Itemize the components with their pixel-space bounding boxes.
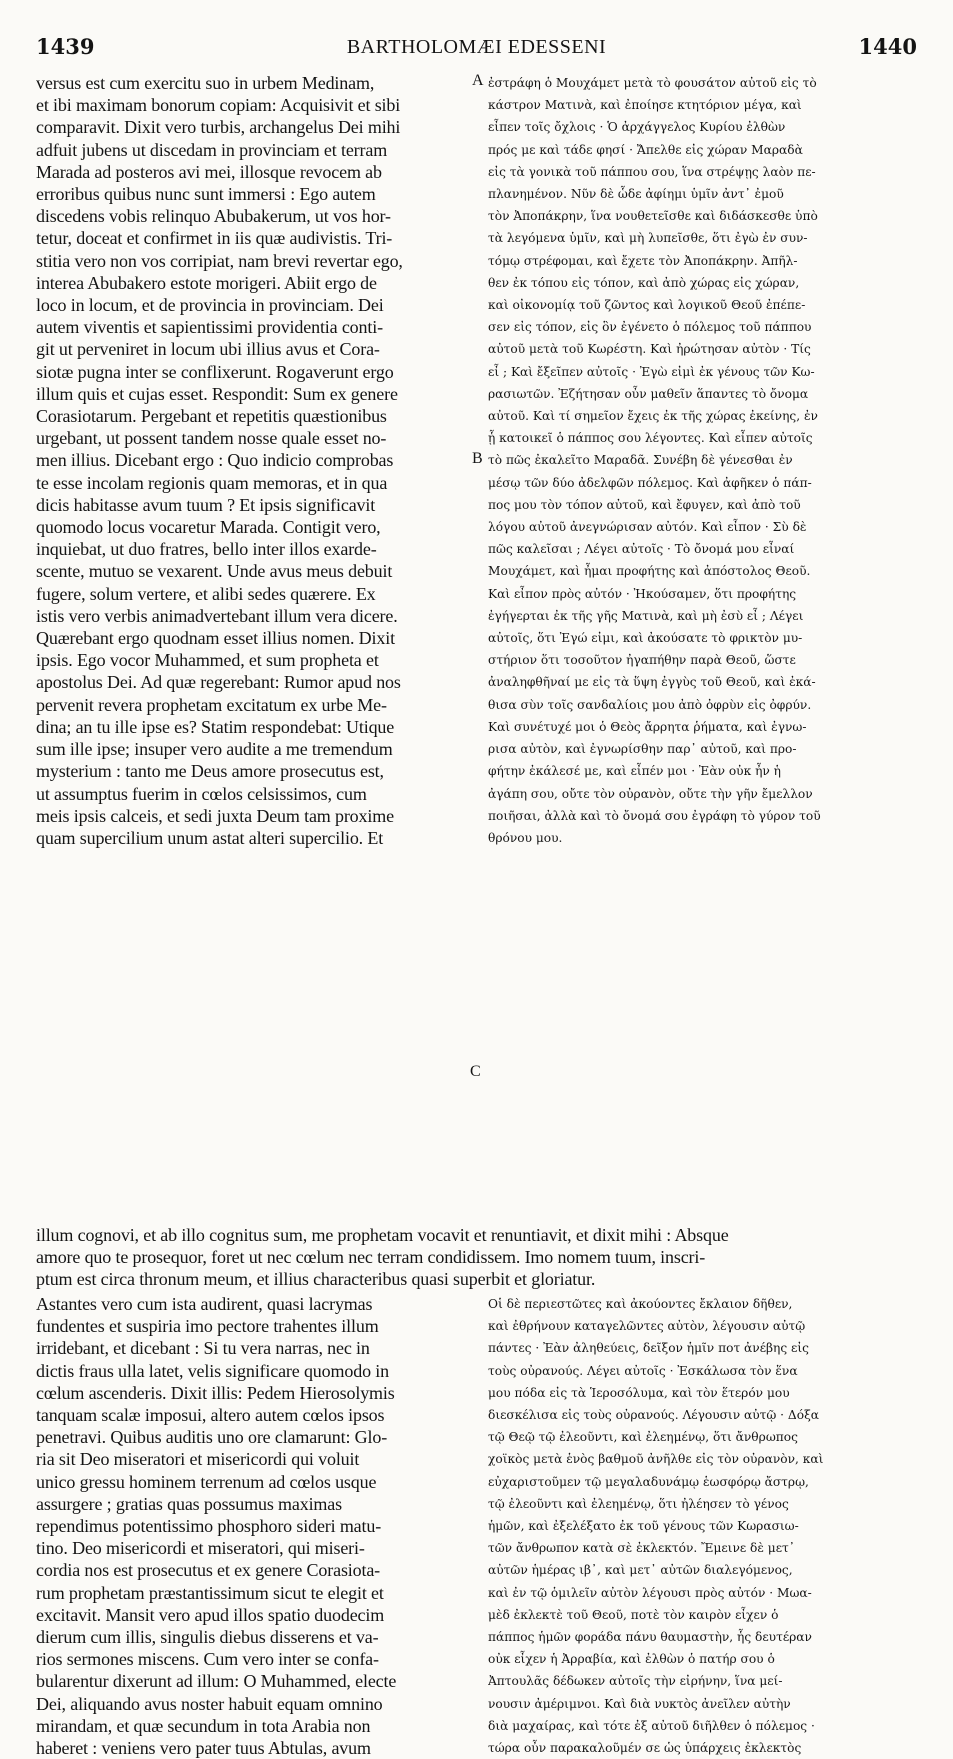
latin-line: irridebant, et dicebant : Si tu vera narras, nec in bbox=[36, 1338, 370, 1359]
greek-line: αὐτοῦ μετὰ τοῦ Κωρέστη. Καὶ ἠρώτησαν αὐτὸν · Τίς bbox=[488, 342, 811, 357]
latin-line: Quærebant ergo quodnam esset illius nomen. Dixit bbox=[36, 628, 395, 649]
latin-line: quomodo locus vocaretur Marada. Contigit vero, bbox=[36, 517, 381, 538]
greek-column-top bbox=[488, 72, 918, 849]
latin-line: ipsis. Ego vocor Muhammed, et sum propheta et bbox=[36, 650, 379, 671]
latin-line: illum quis et cujas esset. Respondit: Sum ex genere bbox=[36, 383, 398, 404]
greek-line: μέσῳ τῶν δύο ἀδελφῶν πόλεμος. Καὶ ἀφῆκεν ὁ πάπ- bbox=[488, 475, 812, 490]
greek-line: τὸ πῶς ἐκαλεῖτο Μαραδᾶ. Συνέβη δὲ γένεσθαι ἐν bbox=[488, 453, 793, 468]
greek-line: Μουχάμετ, καὶ ἦμαι προφήτης καὶ ἀπόστολος Θεοῦ. bbox=[488, 564, 811, 579]
latin-line: meis ipsis calceis, et sedi juxta Deum tam proxime bbox=[36, 805, 394, 826]
greek-line: Καὶ εἶπον πρὸς αὐτόν · Ἠκούσαμεν, ὅτι προφήτης bbox=[488, 586, 797, 601]
latin-line: versus est cum exercitu suo in urbem Medinam, bbox=[36, 73, 375, 93]
latin-line: git ut perveniret in locum ubi illius avus et Cora- bbox=[36, 339, 380, 360]
latin-line: et ibi maximam bonorum copiam: Acquisivit et sibi bbox=[36, 95, 401, 116]
greek-line: τὰ λεγόμενα ὑμῖν, καὶ μὴ λυπεῖσθε, ὅτι ἐγὼ ἐν συν- bbox=[488, 231, 808, 246]
latin-line: inquiebat, ut duo fratres, bello inter illos exarde- bbox=[36, 539, 377, 560]
greek-line: πλανημένον. Νῦν δὲ ὧδε ἀφίημι ὑμῖν ἀντ᾽ ἐμοῦ bbox=[488, 187, 784, 202]
greek-line: ἀγάπη σου, οὔτε τὸν οὐρανὸν, οὔτε τὴν γῆν ἔμελλον bbox=[488, 786, 813, 801]
greek-line: Καὶ συνέτυχέ μοι ὁ Θεὸς ἄρρητα ῥήματα, καὶ ἐγνω- bbox=[488, 719, 807, 734]
latin-line: dicis habitasse avum tuum ? Et ipsis significavit bbox=[36, 494, 376, 515]
latin-line: assurgere ; gratias quas possumus maximas bbox=[36, 1493, 342, 1514]
greek-line: τῶν ἄνθρωπον κατὰ σὲ ἐκλεκτόν. Ἔμεινε δὲ μετ᾽ bbox=[488, 1541, 795, 1556]
latin-line: rios sermones miscens. Cum vero inter se confa- bbox=[36, 1649, 379, 1670]
latin-full-width-passage bbox=[36, 1224, 917, 1291]
greek-line: θισα σὺν τοῖς σανδαλίοις μου ἀπὸ ὀφρὺν εἰς ὀφρύν. bbox=[488, 697, 812, 712]
greek-line: πρός με καὶ τάδε φησί · Ἄπελθε εἰς χώραν Μαραδὰ bbox=[488, 142, 803, 157]
greek-line: φήτην ἐκάλεσέ με, καὶ εἶπέν μοι · Ἐὰν οὐκ ἦν ἡ bbox=[488, 764, 781, 779]
latin-line: bularentur dixerunt ad illum: O Muhammed, electe bbox=[36, 1671, 397, 1692]
latin-line: men illius. Dicebant ergo : Quo indicio comprobas bbox=[36, 450, 394, 471]
latin-line: Corasiotarum. Pergebant et repetitis quæstionibus bbox=[36, 406, 387, 427]
latin-line: ut assumptus fuerim in cœlos celsissimos, cum bbox=[36, 783, 367, 804]
latin-line: mirandam, et quæ secundum in tota Arabia non bbox=[36, 1715, 371, 1736]
greek-line: εἰς τὰ γονικὰ τοῦ πάππου σου, ἵνα στρέψῃς λαὸν πε- bbox=[488, 164, 816, 179]
latin-line: fundentes et suspiria imo pectore trahentes illum bbox=[36, 1316, 379, 1337]
page-number-left: 1439 bbox=[36, 34, 95, 59]
latin-line: discedens vobis relinquo Abubakerum, ut vos hor- bbox=[36, 206, 391, 227]
greek-line: ᾗ κατοικεῖ ὁ πάππος σου λέγοντες. Καὶ εἶπεν αὐτοῖς bbox=[488, 431, 813, 446]
greek-line: θρόνου μου. bbox=[488, 830, 563, 845]
latin-line: adfuit jubens ut discedam in provinciam et terram bbox=[36, 139, 388, 160]
latin-line: penetravi. Quibus auditis uno ore clamarunt: Glo- bbox=[36, 1427, 388, 1448]
greek-line: μου πόδα εἰς τὰ Ἱεροσόλυμα, καὶ τὸν ἕτερόν μου bbox=[488, 1385, 790, 1400]
greek-line: ἡμῶν, καὶ ἐξελέξατο ἐκ τοῦ γένους τῶν Κωρασιω- bbox=[488, 1519, 799, 1534]
latin-line: urgebant, ut possent tandem nosse quale esset no- bbox=[36, 428, 387, 449]
margin-letter-a: A bbox=[472, 72, 484, 89]
latin-line: Astantes vero cum ista audirent, quasi lacrymas bbox=[36, 1294, 373, 1314]
greek-line: αὐτῶν ἡμέρας ιβ᾽, καὶ μετ᾽ αὐτῶν διαλεγόμενος, bbox=[488, 1563, 793, 1578]
greek-line: Οἱ δὲ περιεστῶτες καὶ ἀκούοντες ἔκλαιον δῆθεν, bbox=[488, 1297, 793, 1311]
greek-line: εἶπεν τοῖς ὄχλοις · Ὁ ἀρχάγγελος Κυρίου ἐλθὼν bbox=[488, 120, 786, 135]
greek-line: ἐστράφη ὁ Μουχάμετ μετὰ τὸ φουσάτον αὐτοῦ εἰς τὸ bbox=[488, 76, 817, 90]
greek-line: αὐτοῖς, ὅτι Ἐγώ εἰμι, καὶ ἀκούσατε τὸ φρικτὸν μυ- bbox=[488, 631, 803, 646]
greek-line: αὐτοῦ. Καὶ τί σημεῖον ἔχεις ἐκ τῆς χώρας ἐκείνης, ἐν bbox=[488, 409, 818, 424]
greek-line: ποιῆσαι, ἀλλὰ καὶ τὸ ὄνομά σου ἐγράφη τὸ γύρον τοῦ bbox=[488, 808, 821, 823]
latin-line: tetur, doceat et confirmet in iis quæ audivistis. Tri- bbox=[36, 228, 393, 249]
latin-line: Marada ad posteros avi mei, illosque revocem ab bbox=[36, 161, 382, 182]
latin-line: excitavit. Mansit vero apud illos spatio duodecim bbox=[36, 1604, 385, 1625]
greek-line: τῷ ἐλεοῦντι καὶ ἐλεημένῳ, ὅτι ἠλέησεν τὸ γένος bbox=[488, 1496, 789, 1511]
greek-line: διεσκέλισα εἰς τοὺς οὐρανούς. Λέγουσιν αὐτῷ · Δόξα bbox=[488, 1408, 820, 1423]
greek-line: πῶς καλεῖσαι ; Λέγει αὐτοῖς · Τὸ ὄνομά μου εἶναί bbox=[488, 542, 795, 557]
page-header bbox=[36, 34, 917, 64]
latin-line: cordia nos est prosecutus et ex genere Corasiota- bbox=[36, 1560, 381, 1581]
latin-line: interea Abubakero estote morigeri. Abiit ergo de bbox=[36, 272, 377, 293]
latin-line: tino. Deo misericordi et miseratori, qui miseri- bbox=[36, 1538, 365, 1559]
latin-column-bottom bbox=[36, 1293, 470, 1759]
greek-line: ρασιωτῶν. Ἐζήτησαν οὖν μαθεῖν ἅπαντες τὸ ὄνομα bbox=[488, 386, 809, 401]
greek-line: λόγου αὐτοῦ ἀνεγνώρισαν αὐτόν. Καὶ εἶπον · Σὺ δὲ bbox=[488, 520, 807, 535]
greek-line: τῷ Θεῷ τῷ ἐλεοῦντι, καὶ ἐλεημένῳ, ὅτι ἄνθρωπος bbox=[488, 1430, 798, 1445]
latin-line: apostolus Dei. Ad quæ regerebant: Rumor apud nos bbox=[36, 672, 401, 693]
latin-line: cœlum ascenderis. Dixit illis: Pedem Hierosolymis bbox=[36, 1382, 395, 1403]
greek-line: εἶ ; Καὶ ἔξεῖπεν αὐτοῖς · Ἐγὼ εἰμὶ ἐκ γένους τῶν Κω- bbox=[488, 364, 815, 379]
latin-line: istis vero verbis animadvertebant illum vera dicere. bbox=[36, 605, 398, 626]
margin-letter-c: C bbox=[470, 1063, 481, 1080]
latin-line: mysterium : tanto me Deus amore prosecutus est, bbox=[36, 761, 384, 782]
greek-line: πος μου τὸν τόπον αὐτοῦ, καὶ ἔφυγεν, καὶ ἀπὸ τοῦ bbox=[488, 497, 801, 512]
latin-line: ptum est circa thronum meum, et illius characteribus quasi superbit et gloriatur. bbox=[36, 1269, 596, 1290]
latin-line: loco in locum, et de provincia in provinciam. Dei bbox=[36, 295, 384, 316]
latin-line: illum cognovi, et ab illo cognitus sum, me prophetam vocavit et renuntiavit, et dixit mihi : Absque bbox=[36, 1225, 729, 1245]
greek-line: τοὺς οὐρανούς. Λέγει αὐτοῖς · Ἐσκάλωσα τὸν ἕνα bbox=[488, 1363, 798, 1378]
greek-line: ἐγήγερται ἐκ τῆς γῆς Ματινὰ, καὶ μὴ ἐσὺ εἶ ; Λέγει bbox=[488, 608, 804, 623]
greek-line: χοϊκὸς μετὰ ἑνὸς βαθμοῦ ἀνῆλθε εἰς τὸν οὐρανὸν, καὶ bbox=[488, 1452, 824, 1467]
greek-line: στήριον ὅτι τοσοῦτον ἠγαπήθην παρὰ Θεοῦ, ὥστε bbox=[488, 653, 796, 668]
greek-line: οὐκ εἶχεν ἡ Ἀρραβία, καὶ ἐλθὼν ὁ πατήρ σου ὁ bbox=[488, 1652, 775, 1667]
greek-line: ἀναληφθῆναί με εἰς τὰ ὕψη ἐγγὺς τοῦ Θεοῦ, καὶ ἐκά- bbox=[488, 675, 816, 690]
latin-line: ria sit Deo miseratori et misericordi qui voluit bbox=[36, 1449, 360, 1470]
latin-line: te esse incolam regionis quam memoras, et in qua bbox=[36, 472, 388, 493]
latin-line: amore quo te prosequor, foret ut nec cœlum nec terram condidissem. Imo nomem tuum, inscri- bbox=[36, 1247, 706, 1268]
latin-line: sum ille ipse; insuper vero audite a me tremendum bbox=[36, 739, 393, 760]
latin-line: pervenit revera prophetam excitatum ex urbe Me- bbox=[36, 694, 387, 715]
greek-line: τὸν Ἀποπάκρην, ἵνα νουθετεῖσθε καὶ διδάσκεσθε ὑπὸ bbox=[488, 209, 818, 224]
greek-line: ρισα αὐτὸν, καὶ ἐγνωρίσθην παρ᾽ αὐτοῦ, καὶ προ- bbox=[488, 742, 797, 757]
greek-line: κάστρον Ματινὰ, καὶ ἐποίησε κτητόριον μέγα, καὶ bbox=[488, 98, 802, 113]
greek-line: θεν ἐκ τόπου εἰς τόπον, καὶ ἀπὸ χώρας εἰς χώραν, bbox=[488, 275, 800, 290]
greek-line: τώρα οὖν παρακαλοῦμέν σε ὡς ὑπάρχεις ἐκλεκτὸς bbox=[488, 1741, 802, 1756]
latin-line: Dei, aliquando avus noster habuit equam omnino bbox=[36, 1693, 383, 1714]
greek-line: τόμῳ στρέφομαι, καὶ ἔχετε τὸν Ἀποπάκρην. Ἀπῆλ- bbox=[488, 253, 798, 268]
latin-line: tanquam scalæ imposui, altero autem cœlos ipsos bbox=[36, 1405, 385, 1426]
latin-line: dictis fraus ulla latet, velis significare quomodo in bbox=[36, 1360, 389, 1381]
latin-line: fugere, solum vertere, et alibi sedes quærere. Ex bbox=[36, 583, 376, 604]
running-title: BARTHOLOMÆI EDESSENI bbox=[346, 36, 607, 58]
greek-line: μὲδ ἐκλεκτὲ τοῦ Θεοῦ, ποτὲ τὸν καιρὸν εἶχεν ὁ bbox=[488, 1607, 779, 1622]
greek-line: εὐχαριστοῦμεν τῷ μεγαλαδυνάμῳ ἑωσφόρῳ ἄστρῳ, bbox=[488, 1474, 809, 1489]
latin-line: comparavit. Dixit vero turbis, archangelus Dei mihi bbox=[36, 117, 401, 138]
latin-line: quam supercilium unum astat alteri supercilio. Et bbox=[36, 827, 384, 848]
latin-line: rependimus potentissimo phosphoro sideri matu- bbox=[36, 1516, 382, 1537]
greek-line: πάντες · Ἐὰν ἀληθεύεις, δεῖξον ἡμῖν ποτ ἀνέβης εἰς bbox=[488, 1341, 809, 1356]
latin-line: erroribus quibus nunc sunt immersi : Ego autem bbox=[36, 184, 376, 205]
greek-line: νουσιν ἀμέριμνοι. Καὶ διὰ νυκτὸς ἀνεῖλεν αὐτὴν bbox=[488, 1696, 791, 1711]
latin-line: stitia vero non vos corripiat, nam brevi revertar ego, bbox=[36, 250, 403, 271]
latin-line: dierum cum illis, singulis diebus disserens et va- bbox=[36, 1627, 379, 1648]
latin-line: unico gressu hominem terrenum ad cœlos usque bbox=[36, 1471, 377, 1492]
latin-line: autem viventis et sapientissimi providentia conti- bbox=[36, 317, 383, 338]
greek-line: σεν εἰς τόπον, εἰς ὃν ἐγένετο ὁ πόλεμος τοῦ πάππου bbox=[488, 320, 812, 335]
latin-line: haberet : veniens vero pater tuus Abtulas, avum bbox=[36, 1738, 371, 1759]
greek-column-bottom bbox=[488, 1293, 918, 1759]
latin-column-top bbox=[36, 72, 470, 849]
latin-line: dina; an tu ille ipse es? Statim respondebat: Utique bbox=[36, 716, 395, 737]
greek-line: καὶ οἰκονομίᾳ τοῦ ζῶντος καὶ λογικοῦ Θεοῦ ἐπέπε- bbox=[488, 298, 806, 313]
margin-letter-b: B bbox=[472, 450, 483, 467]
greek-line: διὰ μαχαίρας, καὶ τότε ἐξ αὐτοῦ διῆλθεν ὁ πόλεμος · bbox=[488, 1718, 815, 1733]
latin-line: scente, mutuo se vexarent. Unde avus meus debuit bbox=[36, 561, 393, 582]
latin-line: rum prophetam præstantissimum sicut te elegit et bbox=[36, 1582, 384, 1603]
greek-line: πάππος ἡμῶν φοράδα πάνυ θαυμαστὴν, ἧς δευτέραν bbox=[488, 1630, 812, 1645]
greek-line: καὶ ἐθρήνουν καταγελῶντες αὐτὸν, λέγουσιν αὐτῷ bbox=[488, 1319, 806, 1334]
greek-line: Ἀπτουλᾶς δέδωκεν αὐτοῖς τὴν εἰρήνην, ἵνα μεί- bbox=[488, 1674, 783, 1689]
latin-line: siotæ pugna inter se conflixerunt. Rogaverunt ergo bbox=[36, 361, 394, 382]
greek-line: καὶ ἐν τῷ ὁμιλεῖν αὐτὸν λέγουσι πρὸς αὐτόν · Μωα- bbox=[488, 1585, 812, 1600]
page-number-right: 1440 bbox=[858, 34, 917, 59]
